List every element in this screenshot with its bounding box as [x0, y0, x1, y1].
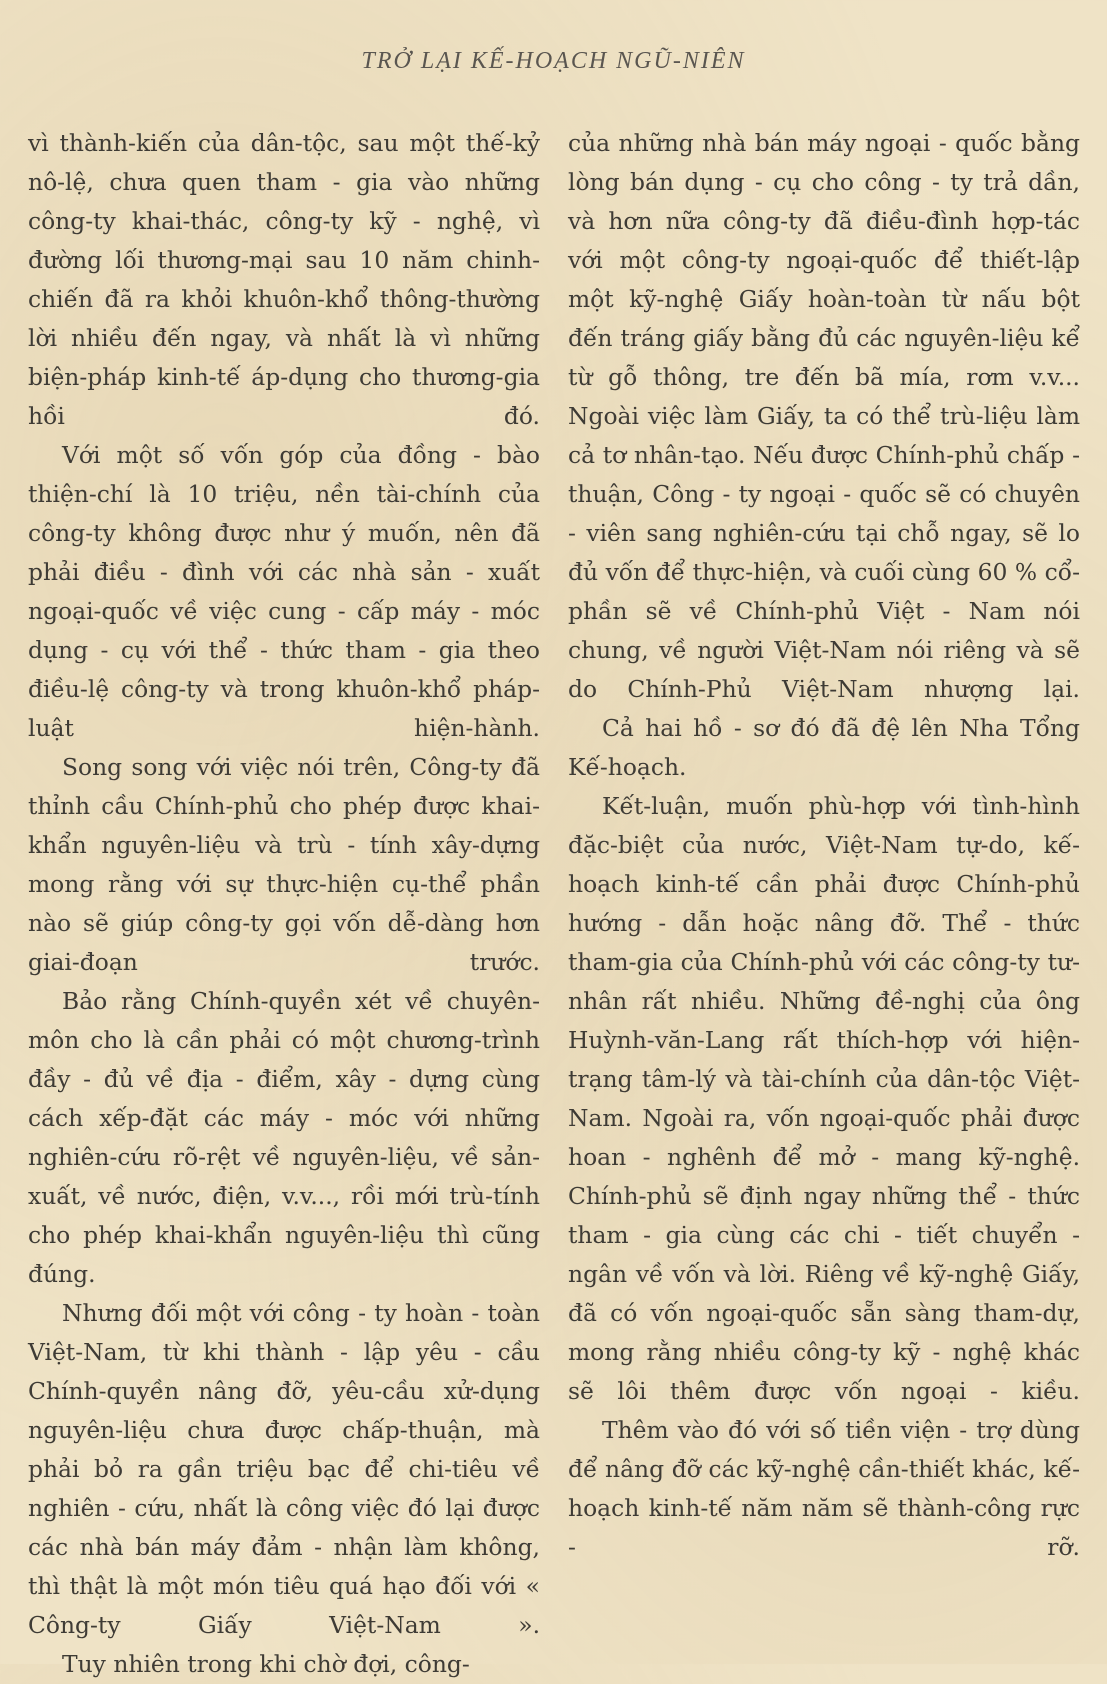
paragraph: Song song với việc nói trên, Công-ty đã thỉnh cầu Chính-phủ cho phép được khai-khẩn nguyên-liệu và trù - tính xây-dựng mong rằng với sự thực-hiện cụ-thể phần nào sẽ giúp công-ty gọi vốn dễ-dàng hơn giai-đoạn trước. — [28, 753, 540, 976]
paragraph: của những nhà bán máy ngoại - quốc bằng lòng bán dụng - cụ cho công - ty trả dần, và hơn nữa công-ty đã điều-đình hợp-tác với một công-ty ngoại-quốc để thiết-lập một kỹ-nghệ Giấy hoàn-toàn từ nấu bột đến tráng giấy bằng đủ các nguyên-liệu kể từ gỗ thông, tre đến bã mía, rơm v.v... Ngoài việc làm Giấy, ta có thể trù-liệu làm cả tơ nhân-tạo. Nếu được Chính-phủ chấp - thuận, Công - ty ngoại - quốc sẽ có chuyên - viên sang nghiên-cứu tại chỗ ngay, sẽ lo đủ vốn để thực-hiện, và cuối cùng 60 % cổ-phần sẽ về Chính-phủ Việt - Nam nói chung, về người Việt-Nam nói riêng và sẽ do Chính-Phủ Việt-Nam nhượng lại. — [568, 129, 1080, 703]
paragraph: Tuy nhiên trong khi chờ đợi, công- — [62, 1650, 470, 1678]
paragraph: vì thành-kiến của dân-tộc, sau một thế-kỷ nô-lệ, chưa quen tham - gia vào những công-ty khai-thác, công-ty kỹ - nghệ, vì đường lối thương-mại sau 10 năm chinh-chiến đã ra khỏi khuôn-khổ thông-thường lời nhiều đến ngay, và nhất là vì những biện-pháp kinh-tế áp-dụng cho thương-gia hồi đó. — [28, 129, 540, 430]
running-title: TRỞ LẠI KẾ-HOẠCH NGŨ-NIÊN — [361, 48, 746, 74]
paragraph: Thêm vào đó với số tiền viện - trợ dùng để nâng đỡ các kỹ-nghệ cần-thiết khác, kế-hoạch kinh-tế năm năm sẽ thành-công rực - rỡ. — [568, 1416, 1080, 1561]
paragraph: Nhưng đối một với công - ty hoàn - toàn Việt-Nam, từ khi thành - lập yêu - cầu Chính-quyền nâng đỡ, yêu-cầu xử-dụng nguyên-liệu chưa được chấp-thuận, mà phải bỏ ra gần triệu bạc để chi-tiêu về nghiên - cứu, nhất là công việc đó lại được các nhà bán máy đảm - nhận làm không, thì thật là một món tiêu quá hạo đối với « Công-ty Giấy Việt-Nam ». — [28, 1299, 540, 1639]
paragraph: Kết-luận, muốn phù-hợp với tình-hình đặc-biệt của nước, Việt-Nam tự-do, kế-hoạch kinh-tế cần phải được Chính-phủ hướng - dẫn hoặc nâng đỡ. Thể - thức tham-gia của Chính-phủ với các công-ty tư-nhân rất nhiều. Những đề-nghị của ông Huỳnh-văn-Lang rất thích-hợp với hiện-trạng tâm-lý và tài-chính của dân-tộc Việt-Nam. Ngoài ra, vốn ngoại-quốc phải được hoan - nghênh để mở - mang kỹ-nghệ. Chính-phủ sẽ định ngay những thể - thức tham - gia cùng các chi - tiết chuyển - ngân về vốn và lời. Riêng về kỹ-nghệ Giấy, đã có vốn ngoại-quốc sẵn sàng tham-dự, mong rằng nhiều công-ty kỹ - nghệ khác sẽ lôi thêm được vốn ngoại - kiều. — [568, 792, 1080, 1405]
right-column — [568, 124, 1080, 1567]
paragraph: Với một số vốn góp của đồng - bào thiện-chí là 10 triệu, nền tài-chính của công-ty không được như ý muốn, nên đã phải điều - đình với các nhà sản - xuất ngoại-quốc về việc cung - cấp máy - móc dụng - cụ với thể - thức tham - gia theo điều-lệ công-ty và trong khuôn-khổ pháp-luật hiện-hành. — [28, 441, 540, 742]
paragraph: Cả hai hồ - sơ đó đã đệ lên Nha Tổng Kế-hoạch. — [568, 714, 1080, 781]
left-column — [28, 124, 540, 1684]
paragraph: Bảo rằng Chính-quyền xét về chuyên-môn cho là cần phải có một chương-trình đầy - đủ về địa - điểm, xây - dựng cùng cách xếp-đặt các máy - móc với những nghiên-cứu rõ-rệt về nguyên-liệu, về sản-xuất, về nước, điện, v.v..., rồi mới trù-tính cho phép khai-khẩn nguyên-liệu thì cũng đúng. — [28, 987, 540, 1288]
